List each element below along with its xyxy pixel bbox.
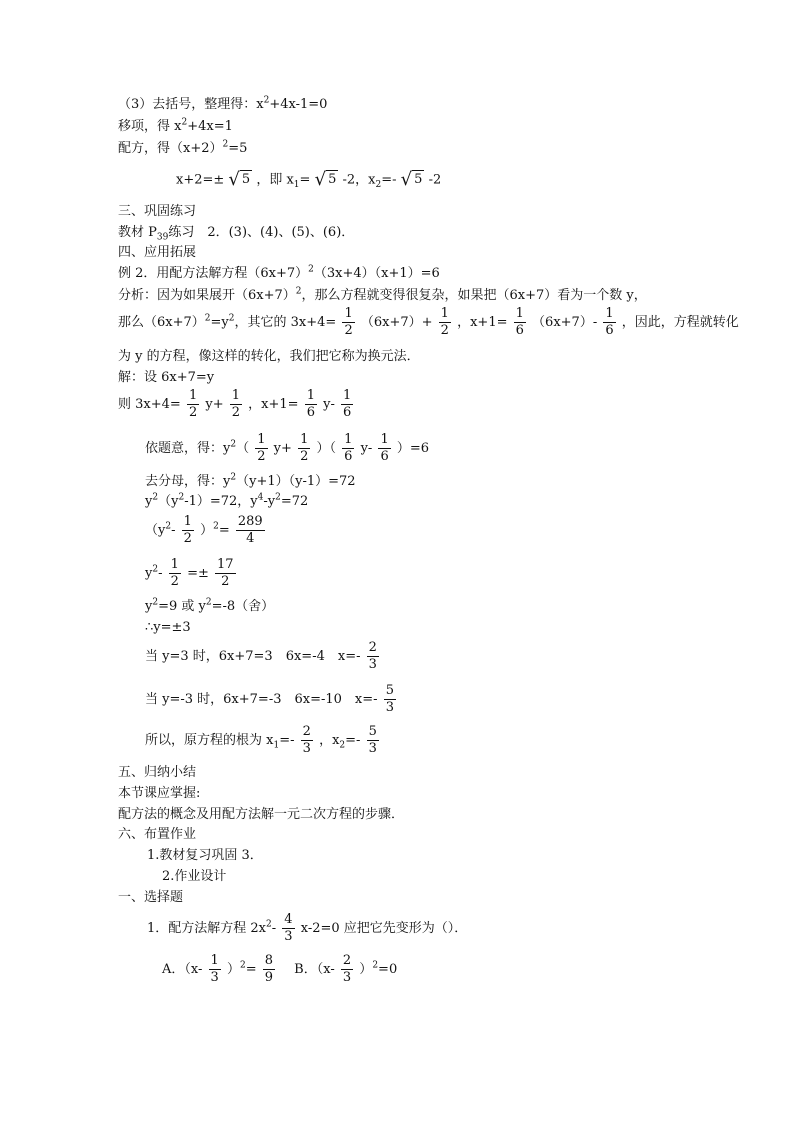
numerator: 2	[368, 640, 377, 655]
fraction	[282, 912, 294, 945]
numerator: 1	[231, 388, 241, 403]
numerator: 2	[302, 724, 311, 739]
numerator: 1	[344, 432, 353, 447]
substitution-line	[118, 388, 355, 421]
section-heading: 六、布置作业	[118, 827, 197, 842]
text: （y+1）（y-1）=72	[236, 474, 356, 489]
numerator: 8	[264, 953, 274, 968]
superscript: 2	[165, 521, 172, 532]
expanded-line	[145, 493, 308, 511]
text: 配方，得（x+2）	[118, 141, 223, 156]
text: （3x+4）（x+1）=6	[313, 266, 440, 281]
plus-minus-line	[145, 557, 238, 590]
numerator: 1	[170, 557, 179, 572]
text: 移项，得 x	[118, 119, 182, 134]
homework-item-2: 2.作业设计	[162, 869, 227, 884]
denominator: 2	[221, 574, 230, 589]
denominator: 6	[306, 405, 315, 420]
fraction	[342, 432, 354, 465]
numerator: 1	[257, 432, 266, 447]
text: 分析：因为如果展开（6x+7）	[118, 288, 296, 303]
superscript: 2	[152, 492, 159, 503]
text: ）（	[316, 441, 336, 456]
text: （6x+7）-	[532, 315, 598, 330]
text: -1）=72，y	[184, 494, 258, 509]
text: =0	[378, 962, 398, 977]
text: ，即 x	[256, 172, 294, 188]
text: +4x=1	[187, 119, 233, 134]
superscript: 2	[230, 439, 237, 450]
numerator: 17	[217, 557, 234, 572]
numerator: 289	[237, 514, 263, 529]
text: 练习 2．(3)、(4)、(5)、(6)．	[168, 225, 355, 240]
text: =72	[280, 494, 309, 509]
numerator: 1	[306, 388, 315, 403]
text: =-8（舍）	[211, 599, 275, 614]
exercise-line	[118, 224, 354, 242]
roots-line	[145, 724, 381, 757]
text: ，x+1=	[457, 315, 508, 330]
superscript: 2	[213, 521, 219, 532]
text: （3）去括号，整理得：x	[118, 97, 264, 112]
fraction	[301, 724, 313, 757]
superscript: 2	[239, 960, 246, 971]
text: -	[171, 523, 176, 538]
denominator: 2	[344, 323, 353, 338]
subscript: 1	[273, 740, 280, 751]
solution-let-line: 解：设 6x+7=y	[118, 370, 215, 385]
superscript: 2	[204, 313, 211, 324]
subscript: 1	[293, 180, 300, 191]
text: =y	[210, 315, 229, 330]
fraction	[342, 306, 354, 339]
denominator: 3	[210, 970, 219, 985]
text: =-	[381, 172, 397, 188]
analysis-line-3: 为 y 的方程，像这样的转化，我们把它称为换元法．	[118, 349, 420, 364]
denominator: 2	[440, 323, 449, 338]
denominator: 3	[368, 741, 377, 756]
fraction	[209, 953, 221, 986]
text: x+2=±	[176, 172, 225, 188]
therefore-line: ∴y=±3	[145, 620, 191, 635]
text: -2	[428, 172, 442, 188]
denominator: 3	[368, 657, 377, 672]
fraction	[169, 557, 181, 590]
option-b-text: B．（x-	[281, 962, 335, 977]
denominator: 6	[344, 449, 353, 464]
denominator: 2	[257, 449, 266, 464]
text: 依题意，得：y	[145, 441, 231, 456]
numerator: 5	[385, 683, 394, 698]
superscript: 2	[263, 95, 270, 106]
numerator: 1	[380, 432, 389, 447]
text: -y	[263, 494, 276, 509]
denominator: 3	[284, 929, 293, 944]
text: 例 2．用配方法解方程（6x+7）	[118, 266, 309, 281]
fraction	[603, 306, 615, 339]
denominator: 2	[170, 574, 179, 589]
text: ，那么方程就变得很复杂，如果把（6x+7）看为一个数 y，	[301, 288, 647, 303]
text: =-	[345, 733, 361, 748]
text: x-2=0 应把它先变形为（）．	[300, 921, 468, 936]
clear-denominator-line	[145, 473, 356, 491]
denominator: 6	[380, 449, 389, 464]
text: -	[271, 921, 277, 936]
denominator: 6	[515, 323, 524, 338]
numerator: 1	[515, 306, 524, 321]
text: （	[236, 441, 250, 456]
numerator: 1	[188, 388, 198, 403]
text: =	[299, 172, 311, 188]
cases-line	[145, 598, 274, 616]
superscript: 2	[152, 597, 159, 608]
fraction	[384, 683, 396, 716]
superscript: 2	[181, 117, 188, 128]
text: 教材 P	[118, 225, 157, 240]
text: 所以，原方程的根为 x	[145, 733, 274, 748]
section-heading: 三、巩固练习	[118, 204, 197, 219]
fraction	[367, 640, 379, 673]
text: 当 y=-3 时，6x+7=-3 6x=-10 x=-	[145, 692, 378, 707]
text: =	[218, 523, 230, 538]
question-1	[147, 912, 467, 945]
superscript: 2	[152, 564, 159, 575]
summary-text: 配方法的概念及用配方法解一元二次方程的步骤．	[118, 807, 405, 822]
text: 那么（6x+7）	[118, 315, 205, 330]
superscript: 2	[295, 286, 302, 297]
text: -	[158, 566, 163, 581]
denominator: 3	[385, 700, 394, 715]
case-y-minus-3-line	[145, 683, 398, 716]
text: y-	[360, 441, 373, 456]
fraction	[236, 514, 265, 547]
radicand: 5	[326, 170, 338, 190]
square-root: √ 5	[228, 169, 251, 190]
question-1-options	[162, 953, 397, 986]
fraction	[182, 514, 194, 547]
text: ，其它的 3x+4=	[234, 315, 337, 330]
denominator: 2	[188, 405, 198, 420]
fraction	[514, 306, 526, 339]
numerator: 1	[183, 514, 192, 529]
superscript: 2	[308, 264, 314, 275]
superscript: 2	[372, 960, 379, 971]
subscript: 2	[339, 740, 346, 751]
superscript: 2	[230, 472, 237, 483]
text: ）	[359, 962, 373, 977]
superscript: 2	[178, 492, 185, 503]
fraction	[187, 388, 199, 421]
section-heading: 一、选择题	[118, 890, 184, 905]
case-y-3-line	[145, 640, 381, 673]
fraction	[298, 432, 310, 465]
denominator: 9	[264, 970, 274, 985]
denominator: 2	[183, 531, 192, 546]
denominator: 2	[300, 449, 309, 464]
superscript: 2	[228, 313, 235, 324]
superscript: 2	[275, 492, 281, 503]
fraction	[367, 724, 379, 757]
equation-setup-line	[145, 432, 429, 465]
text: -2，x	[342, 172, 376, 188]
radicand: 5	[240, 170, 252, 190]
numerator: 1	[343, 388, 352, 403]
text: =5	[228, 141, 248, 156]
text: （y	[158, 494, 179, 509]
numerator: 1	[210, 953, 219, 968]
text: +4x-1=0	[269, 97, 328, 112]
section-heading: 五、归纳小结	[118, 765, 197, 780]
denominator: 3	[302, 741, 311, 756]
text: 则 3x+4=	[118, 397, 181, 412]
text: ，x+1=	[248, 397, 299, 412]
text: ）	[200, 523, 214, 538]
text: ，因此，方程就转化	[621, 315, 739, 330]
analysis-line-1	[118, 287, 647, 305]
radicand: 5	[412, 170, 424, 190]
fraction	[255, 432, 267, 465]
square-form-line	[145, 514, 267, 547]
text: y	[145, 566, 153, 581]
text: y+	[205, 397, 224, 412]
denominator: 4	[246, 531, 255, 546]
subscript: 2	[375, 180, 382, 191]
section-heading: 四、应用拓展	[118, 245, 197, 260]
superscript: 4	[257, 492, 264, 503]
superscript: 2	[266, 919, 272, 930]
fraction	[263, 953, 275, 986]
complete-square-line	[118, 140, 247, 158]
homework-item-1: 1.教材复习巩固 3．	[147, 848, 263, 863]
denominator: 6	[343, 405, 352, 420]
root-result-line	[176, 170, 441, 190]
text: ）	[226, 962, 240, 977]
summary-intro: 本节课应掌握:	[118, 786, 201, 801]
text: y-	[323, 397, 335, 412]
text: 去分母，得：y	[145, 474, 231, 489]
text: =	[245, 962, 257, 977]
text: =-	[279, 733, 295, 748]
numerator: 1	[344, 306, 353, 321]
text: y+	[273, 441, 292, 456]
text: （6x+7）+	[360, 315, 433, 330]
superscript: 2	[222, 139, 229, 150]
text: =±	[187, 566, 209, 581]
text: ）=6	[396, 441, 430, 456]
numerator: 4	[284, 912, 293, 927]
fraction	[341, 953, 353, 986]
text: 1．配方法解方程 2x	[147, 921, 267, 936]
text: y	[145, 494, 153, 509]
fraction	[305, 388, 317, 421]
fraction	[378, 432, 390, 465]
fraction	[230, 388, 242, 421]
text: 当 y=3 时，6x+7=3 6x=-4 x=-	[145, 649, 361, 664]
denominator: 2	[231, 405, 241, 420]
fraction	[341, 388, 353, 421]
denominator: 3	[342, 970, 352, 985]
square-root: √ 5	[314, 169, 337, 190]
text: =9 或 y	[158, 599, 206, 614]
numerator: 5	[368, 724, 377, 739]
square-root: √ 5	[400, 169, 423, 190]
analysis-line-2	[118, 306, 739, 339]
fraction	[439, 306, 451, 339]
option-a-text: A．（x-	[162, 962, 203, 977]
text: ，x	[319, 733, 340, 748]
example-2-line	[118, 265, 440, 283]
text: （y	[145, 523, 166, 538]
numerator: 1	[605, 306, 614, 321]
numerator: 1	[440, 306, 449, 321]
fraction	[215, 557, 236, 590]
text: y	[145, 599, 153, 614]
solution-step-3	[118, 96, 327, 114]
numerator: 2	[342, 953, 352, 968]
transpose-line	[118, 118, 233, 136]
superscript: 2	[205, 597, 212, 608]
numerator: 1	[300, 432, 309, 447]
denominator: 6	[605, 323, 614, 338]
subscript: 39	[156, 232, 169, 243]
